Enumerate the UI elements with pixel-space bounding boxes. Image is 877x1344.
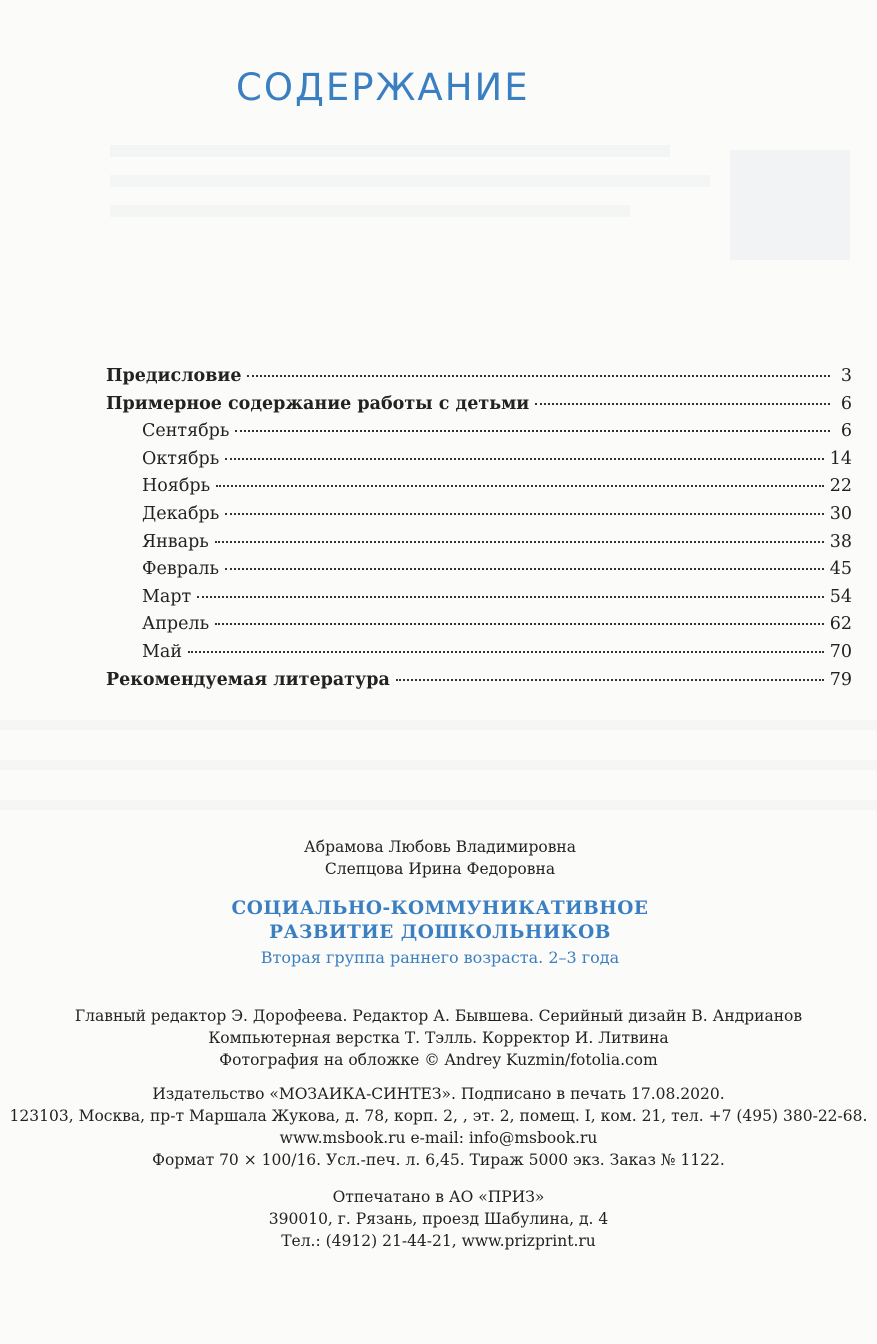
toc-label: Ноябрь	[142, 476, 211, 497]
printer-line: Отпечатано в АО «ПРИЗ»	[332, 1188, 545, 1206]
toc-page-number: 45	[829, 559, 852, 580]
toc-leader-dots	[225, 458, 823, 460]
toc-page-number: 30	[829, 503, 852, 524]
toc-page-number: 79	[829, 669, 852, 690]
credits-line: Компьютерная верстка Т. Тэлль. Корректор И. Литвина	[208, 1029, 669, 1047]
toc-label: Сентябрь	[142, 421, 230, 442]
toc-page-number: 14	[829, 448, 852, 469]
author-name: Слепцова Ирина Федоровна	[324, 860, 556, 878]
toc-entry[interactable]	[106, 366, 852, 394]
credits-line: Фотография на обложке © Andrey Kuzmin/fotolia.com	[219, 1051, 658, 1069]
toc-subentry[interactable]	[106, 532, 852, 560]
book-title-line: СОЦИАЛЬНО-КОММУНИКАТИВНОЕ	[231, 898, 649, 919]
toc-leader-dots	[215, 541, 824, 543]
toc-page-number: 62	[829, 614, 852, 635]
publisher-line: Издательство «МОЗАИКА-СИНТЕЗ». Подписано в печать 17.08.2020.	[152, 1085, 725, 1103]
toc-leader-dots	[247, 375, 830, 377]
toc-page-number: 6	[840, 393, 852, 414]
printer-line: Тел.: (4912) 21-44-21, www.prizprint.ru	[281, 1232, 596, 1250]
publisher-line: 123103, Москва, пр-т Маршала Жукова, д. 78, корп. 2, , эт. 2, помещ. I, ком. 21, тел. +7 (495) 380-22-68.	[9, 1107, 868, 1125]
toc-label: Апрель	[142, 614, 210, 635]
credits-line: Главный редактор Э. Дорофеева. Редактор А. Бывшева. Серийный дизайн В. Андрианов	[74, 1007, 803, 1025]
toc-page-number: 3	[840, 366, 852, 386]
toc-subentry[interactable]	[106, 476, 852, 504]
toc-page-number: 22	[829, 476, 852, 497]
toc-leader-dots	[235, 430, 830, 432]
toc-subentry[interactable]	[106, 642, 852, 670]
publisher-line: Формат 70 × 100/16. Усл.-печ. л. 6,45. Тираж 5000 экз. Заказ № 1122.	[152, 1151, 725, 1169]
toc-label: Февраль	[142, 559, 220, 580]
author-name: Абрамова Любовь Владимировна	[304, 838, 576, 856]
printer-line: 390010, г. Рязань, проезд Шабулина, д. 4	[268, 1210, 609, 1228]
toc-label: Декабрь	[142, 503, 220, 524]
book-title-line: РАЗВИТИЕ ДОШКОЛЬНИКОВ	[269, 922, 611, 943]
publisher-info	[0, 1083, 877, 1171]
toc-leader-dots	[225, 513, 823, 515]
toc-leader-dots	[216, 485, 824, 487]
toc-label: Март	[142, 586, 192, 607]
toc-leader-dots	[188, 651, 824, 653]
toc-leader-dots	[215, 623, 824, 625]
toc-label: Январь	[142, 531, 209, 552]
toc-entry[interactable]	[106, 670, 852, 698]
toc-leader-dots	[535, 403, 830, 405]
table-of-contents	[106, 366, 852, 697]
toc-page-number: 6	[840, 421, 852, 442]
toc-label: Октябрь	[142, 448, 220, 469]
toc-leader-dots	[197, 596, 823, 598]
toc-subentry[interactable]	[106, 587, 852, 615]
toc-subentry[interactable]	[106, 559, 852, 587]
toc-leader-dots	[225, 568, 824, 570]
publisher-line: www.msbook.ru e-mail: info@msbook.ru	[279, 1129, 598, 1147]
book-subtitle: Вторая группа раннего возраста. 2–3 года	[260, 948, 620, 967]
toc-page-number: 38	[829, 531, 852, 552]
toc-label: Предисловие	[106, 366, 242, 386]
toc-subentry[interactable]	[106, 614, 852, 642]
toc-page-number: 54	[829, 586, 852, 607]
printer-info	[0, 1186, 877, 1252]
toc-subentry[interactable]	[106, 504, 852, 532]
toc-entry[interactable]	[106, 394, 852, 422]
toc-subentry[interactable]	[106, 449, 852, 477]
toc-label: Примерное содержание работы с детьми	[106, 393, 530, 414]
credits	[0, 1005, 877, 1071]
toc-label: Май	[142, 641, 183, 662]
toc-subentry[interactable]	[106, 421, 852, 449]
page-title: СОДЕРЖАНИЕ	[236, 66, 530, 109]
toc-leader-dots	[396, 679, 824, 681]
toc-label: Рекомендуемая литература	[106, 669, 390, 690]
colophon	[90, 836, 790, 969]
toc-page-number: 70	[829, 641, 852, 662]
